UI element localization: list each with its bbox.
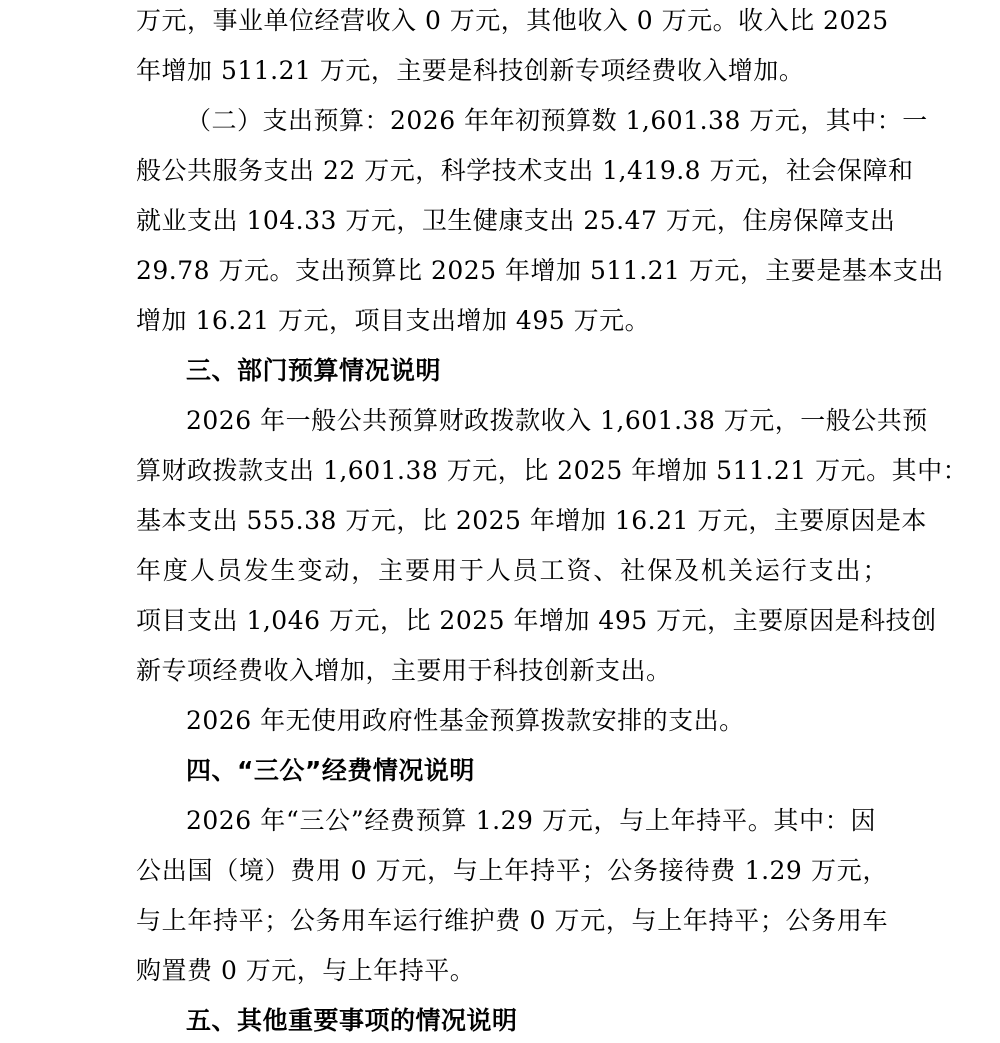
section-heading: 三、部门预算情况说明 bbox=[186, 356, 442, 385]
paragraph-line: 与上年持平；公务用车运行维护费 0 万元，与上年持平；公务用车 bbox=[136, 906, 888, 935]
paragraph-line: 增加 16.21 万元，项目支出增加 495 万元。 bbox=[136, 306, 651, 335]
paragraph-line: 基本支出 555.38 万元，比 2025 年增加 16.21 万元，主要原因是本 bbox=[136, 506, 927, 535]
paragraph-line: 万元，事业单位经营收入 0 万元，其他收入 0 万元。收入比 2025 bbox=[136, 6, 889, 35]
paragraph-line: （二）支出预算：2026 年年初预算数 1,601.38 万元，其中：一 bbox=[186, 106, 928, 135]
paragraph-line: 年增加 511.21 万元，主要是科技创新专项经费收入增加。 bbox=[136, 56, 805, 85]
section-heading: 四、“三公”经费情况说明 bbox=[186, 756, 475, 785]
section-heading: 五、其他重要事项的情况说明 bbox=[186, 1006, 518, 1035]
paragraph-line: 项目支出 1,046 万元，比 2025 年增加 495 万元，主要原因是科技创 bbox=[136, 606, 937, 635]
paragraph-line: 公出国（境）费用 0 万元，与上年持平；公务接待费 1.29 万元， bbox=[136, 856, 888, 885]
paragraph-line: 2026 年一般公共预算财政拨款收入 1,601.38 万元，一般公共预 bbox=[186, 406, 928, 435]
paragraph-line: 就业支出 104.33 万元，卫生健康支出 25.47 万元，住房保障支出 bbox=[136, 206, 896, 235]
paragraph-line: 29.78 万元。支出预算比 2025 年增加 511.21 万元，主要是基本支出 bbox=[136, 256, 944, 285]
paragraph-line: 购置费 0 万元，与上年持平。 bbox=[136, 956, 476, 985]
paragraph-line: 年度人员发生变动，主要用于人员工资、社保及机关运行支出； bbox=[136, 556, 888, 585]
paragraph-line: 新专项经费收入增加，主要用于科技创新支出。 bbox=[136, 656, 672, 685]
paragraph-line: 2026 年无使用政府性基金预算拨款安排的支出。 bbox=[186, 706, 745, 735]
paragraph-line: 2026 年“三公”经费预算 1.29 万元，与上年持平。其中：因 bbox=[186, 806, 876, 835]
paragraph-line: 算财政拨款支出 1,601.38 万元，比 2025 年增加 511.21 万元。其中： bbox=[136, 456, 969, 485]
paragraph-line: 般公共服务支出 22 万元，科学技术支出 1,419.8 万元，社会保障和 bbox=[136, 156, 914, 185]
